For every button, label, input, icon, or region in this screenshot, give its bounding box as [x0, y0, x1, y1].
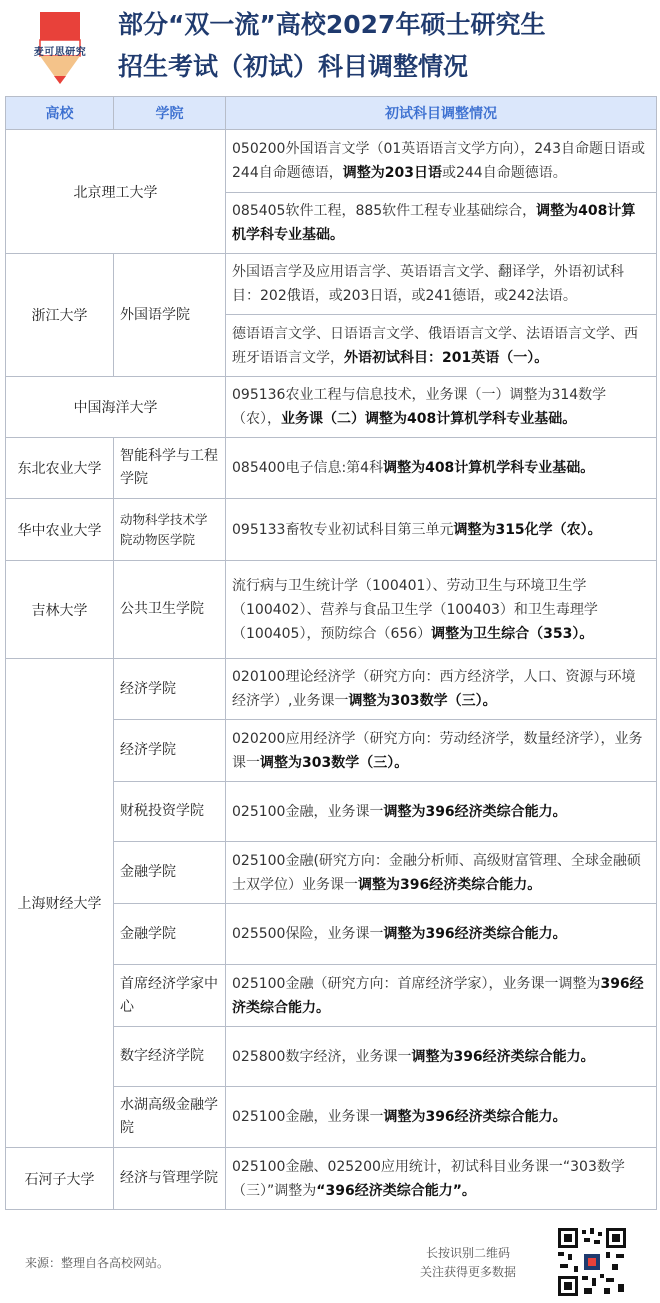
school-cell: 上海财经大学: [6, 659, 114, 1148]
logo-text: 麦可思研究: [33, 47, 87, 58]
school-cell: 石河子大学: [6, 1148, 114, 1210]
title-line-1: 部分“双一流”高校2027年硕士研究生: [118, 10, 546, 39]
header-college: 学院: [114, 97, 226, 130]
detail-cell: 050200外国语言文学（01英语语言文学方向），243自命题日语或244自命题德语，调整为203日语或244自命题德语。: [226, 130, 657, 193]
school-cell: 华中农业大学: [6, 499, 114, 561]
detail-cell: 085400电子信息:第4科调整为408计算机学科专业基础。: [226, 438, 657, 499]
college-cell: 经济学院: [114, 720, 226, 782]
detail-cell: 流行病与卫生统计学（100401）、劳动卫生与环境卫生学（100402）、营养与食品卫生学（100403）和卫生毒理学（100405），预防综合（656）调整为卫生综合（353）。: [226, 561, 657, 659]
table-row: [6, 130, 657, 193]
school-cell: 北京理工大学: [6, 130, 226, 254]
qr-code-graphic: [556, 1226, 628, 1298]
detail-cell: 外国语言学及应用语言学、英语语言文学、翻译学，外语初试科目：202俄语，或203日语，或241德语，或242法语。: [226, 254, 657, 315]
title-line-2: 招生考试（初试）科目调整情况: [118, 52, 469, 81]
header-school: 高校: [6, 97, 114, 130]
college-cell: 金融学院: [114, 904, 226, 965]
school-cell: 东北农业大学: [6, 438, 114, 499]
table-row: [6, 254, 657, 315]
school-cell: 中国海洋大学: [6, 377, 226, 438]
page-title: [118, 4, 658, 88]
detail-cell: 025500保险，业务课一调整为396经济类综合能力。: [226, 904, 657, 965]
college-cell: 公共卫生学院: [114, 561, 226, 659]
detail-cell: 020200应用经济学（研究方向：劳动经济学，数量经济学），业务课一调整为303数学（三）。: [226, 720, 657, 782]
qr-caption-line-1: 长按识别二维码: [425, 1246, 510, 1260]
table-row: [6, 377, 657, 438]
table-header-row: [6, 97, 657, 130]
college-cell: 经济与管理学院: [114, 1148, 226, 1210]
college-cell: 智能科学与工程学院: [114, 438, 226, 499]
college-cell: 外国语学院: [114, 254, 226, 377]
detail-cell: 025100金融，业务课一调整为396经济类综合能力。: [226, 782, 657, 842]
table-row: [6, 561, 657, 659]
qr-caption-line-2: 关注获得更多数据: [419, 1265, 516, 1279]
college-cell: 金融学院: [114, 842, 226, 904]
detail-cell: 085405软件工程，885软件工程专业基础综合，调整为408计算机学科专业基础。: [226, 193, 657, 254]
school-cell: 浙江大学: [6, 254, 114, 377]
header: [0, 0, 660, 92]
college-cell: 数字经济学院: [114, 1027, 226, 1087]
detail-cell: 025100金融，业务课一调整为396经济类综合能力。: [226, 1087, 657, 1148]
college-cell: 首席经济学家中心: [114, 965, 226, 1027]
college-cell: 动物科学技术学院动物医学院: [114, 499, 226, 561]
detail-cell: 025100金融(研究方向：金融分析师、高级财富管理、全球金融硕士双学位）业务课一调整为396经济类综合能力。: [226, 842, 657, 904]
qr-caption: [398, 1244, 538, 1282]
college-cell: 经济学院: [114, 659, 226, 720]
detail-cell: 德语语言文学、日语语言文学、俄语语言文学、法语语言文学、西班牙语语言文学，外语初试科目：201英语（一）。: [226, 315, 657, 377]
detail-cell: 025800数字经济，业务课一调整为396经济类综合能力。: [226, 1027, 657, 1087]
detail-cell: 025100金融（研究方向：首席经济学家），业务课一调整为396经济类综合能力。: [226, 965, 657, 1027]
header-detail: 初试科目调整情况: [226, 97, 657, 130]
detail-cell: 025100金融、025200应用统计，初试科目业务课一“303数学（三）”调整为“396经济类综合能力”。: [226, 1148, 657, 1210]
logo: [28, 10, 92, 86]
table-row: [6, 1148, 657, 1210]
table-row: [6, 659, 657, 720]
qr-code-icon[interactable]: [556, 1226, 628, 1298]
source-note: 来源：整理自各高校网站。: [25, 1256, 170, 1270]
detail-cell: 095133畜牧专业初试科目第三单元调整为315化学（农）。: [226, 499, 657, 561]
detail-cell: 095136农业工程与信息技术，业务课（一）调整为314数学（农），业务课（二）调整为408计算机学科专业基础。: [226, 377, 657, 438]
adjustment-table: [5, 96, 657, 1210]
detail-cell: 020100理论经济学（研究方向：西方经济学，人口、资源与环境经济学）,业务课一调整为303数学（三）。: [226, 659, 657, 720]
table-row: [6, 438, 657, 499]
college-cell: 财税投资学院: [114, 782, 226, 842]
table-row: [6, 499, 657, 561]
college-cell: 水湖高级金融学院: [114, 1087, 226, 1148]
school-cell: 吉林大学: [6, 561, 114, 659]
